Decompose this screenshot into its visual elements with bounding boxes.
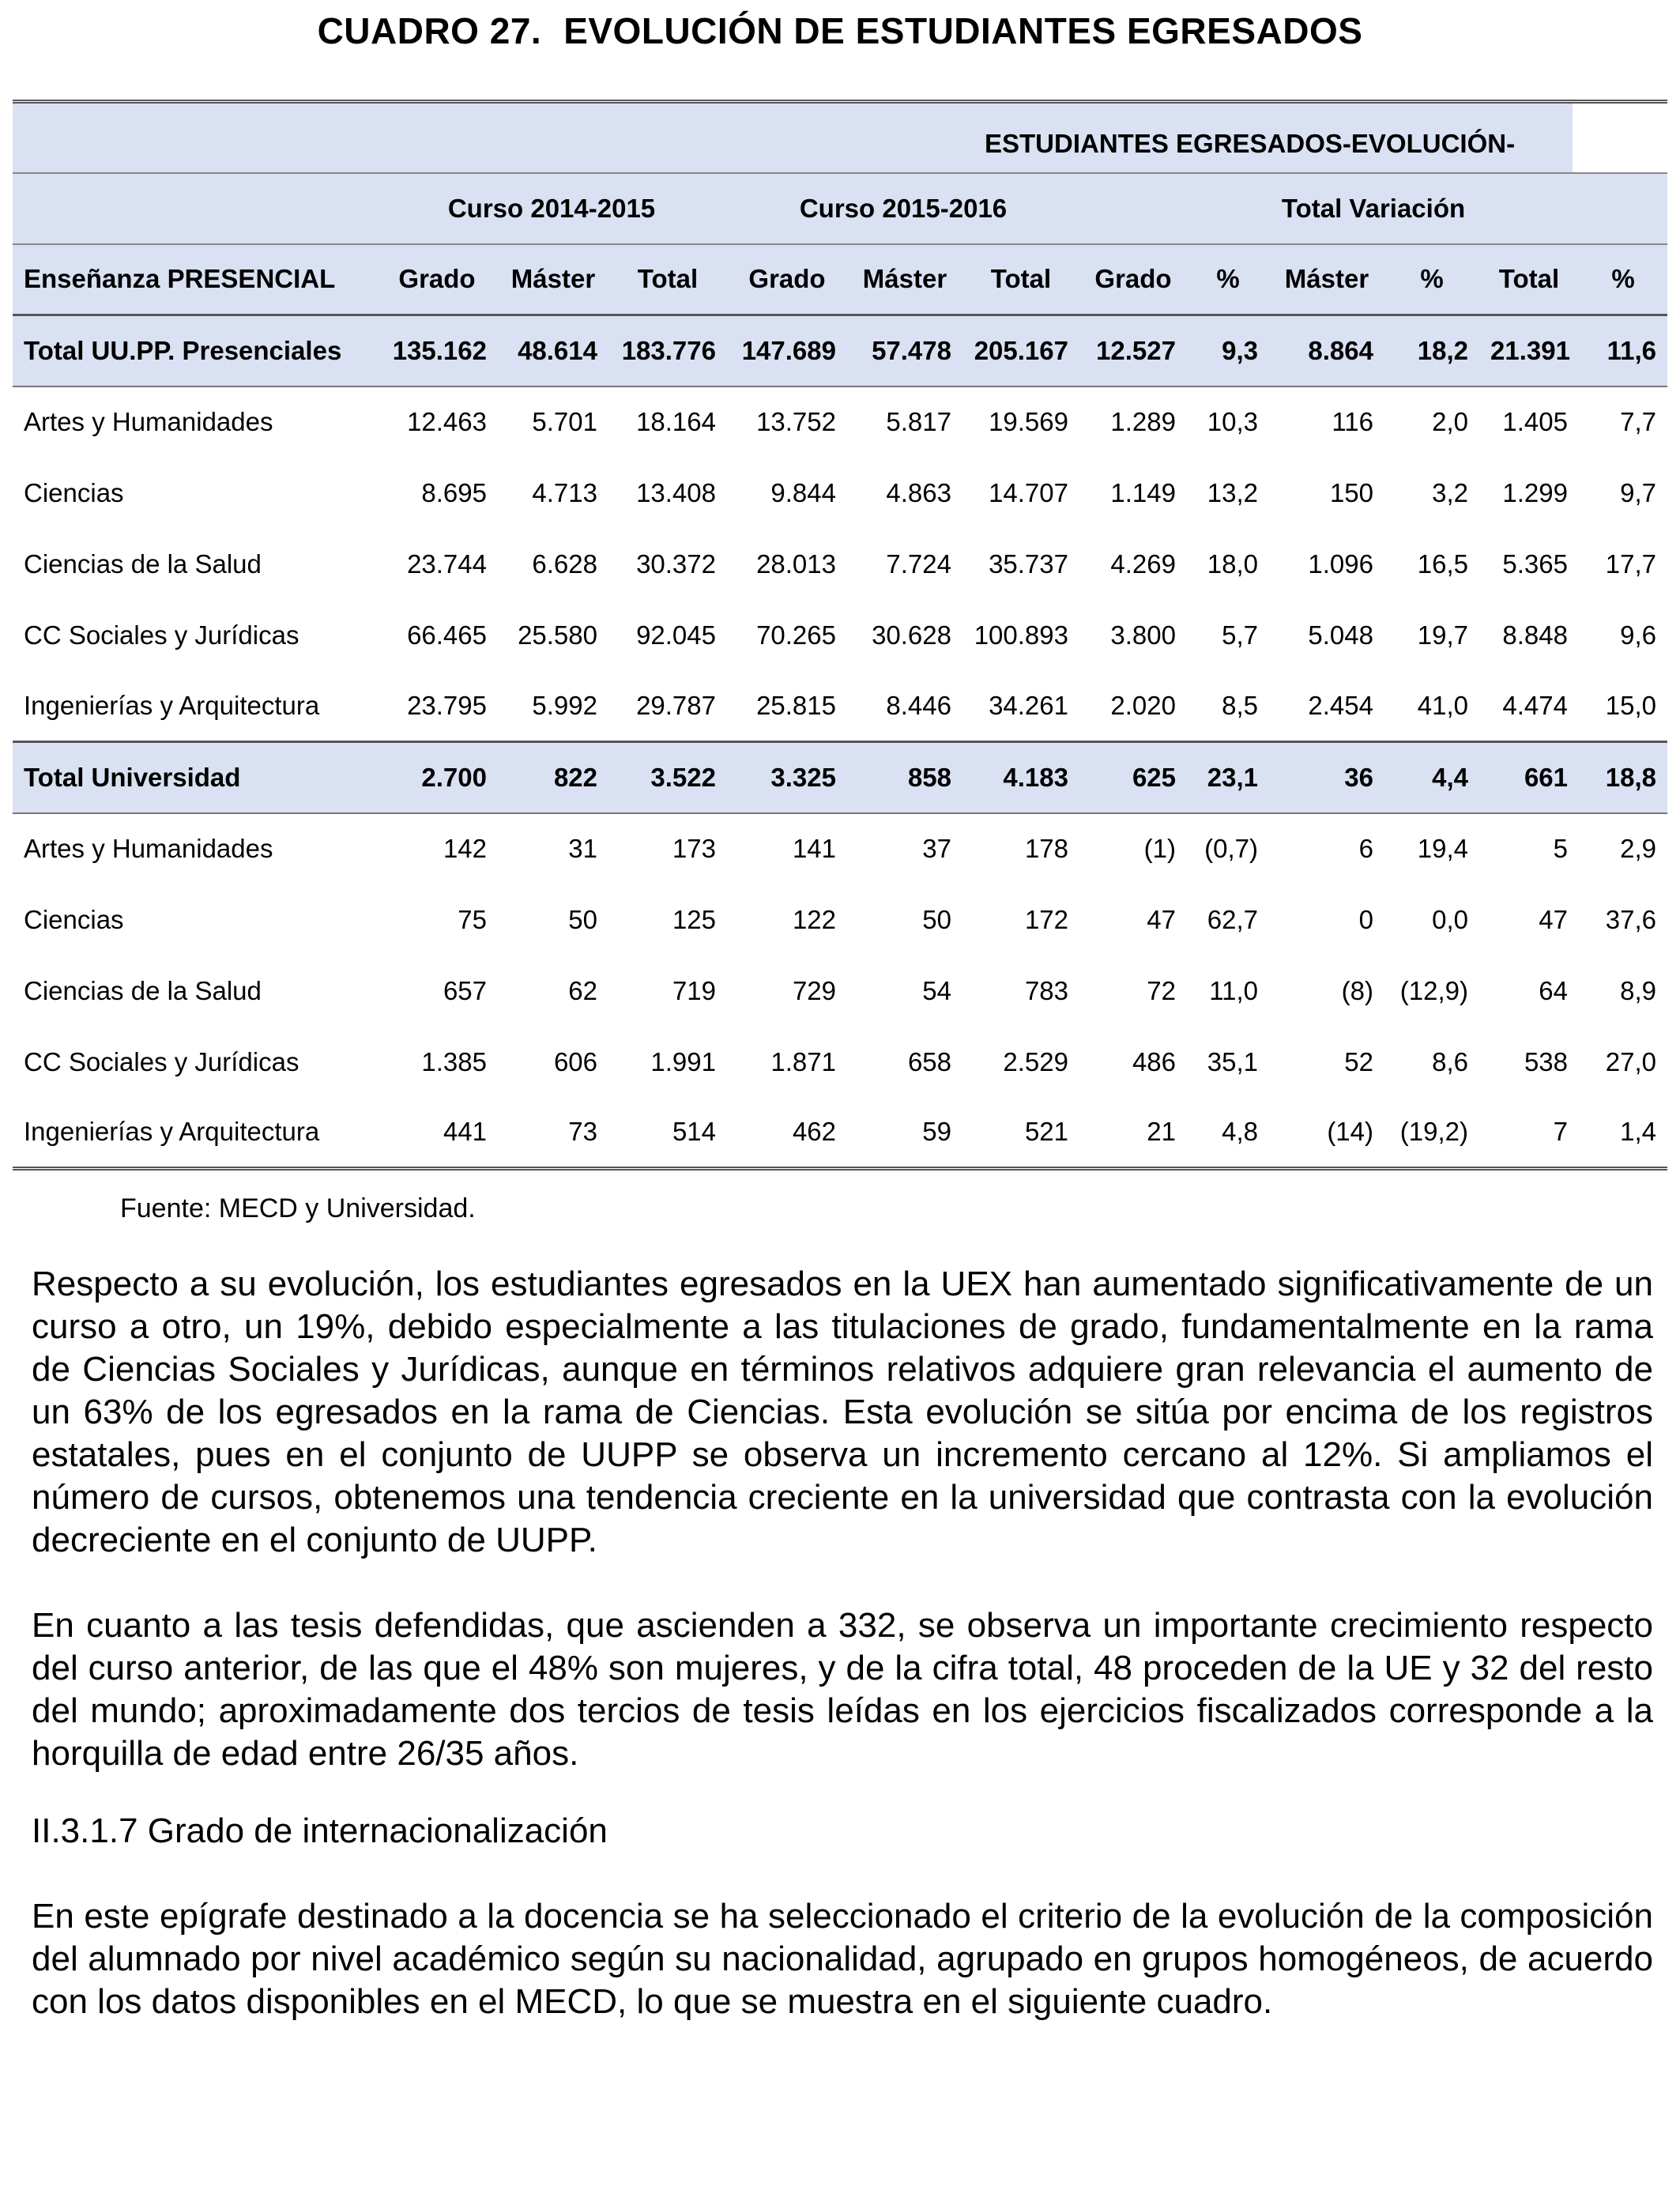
table-row [13, 529, 1667, 600]
cell: 37,6 [1605, 904, 1657, 934]
column-header: % [1611, 264, 1635, 294]
cell: 12.527 [1096, 335, 1176, 365]
cell: 70.265 [756, 620, 836, 650]
cell: 13.408 [636, 477, 716, 507]
cell: 1.405 [1502, 407, 1568, 436]
paragraph-evolution: Respecto a su evolución, los estudiantes egresados en la UEX han aumentado significativamente de un curso a otro, un 19%, debido especialmente a las titulaciones de grado, fundamentalmente en la rama de Ciencias Sociales y Jurídicas, aunque en términos relativos adquiere gran relevancia el aumento de un 63% de los egresados en la rama de Ciencias. Esta evolución se sitúa por encima de los registros estatales, pues en el conjunto de UUPP se observa un incremento cercano al 12%. Si ampliamos el número de cursos, obtenemos una tendencia creciente en la universidad que contrasta con la evolución decreciente en el conjunto de UUPP. [32, 1265, 1653, 1559]
cell: 822 [553, 762, 597, 792]
cell: 73 [568, 1117, 597, 1147]
column-header: Máster [1284, 264, 1369, 294]
cell: 625 [1132, 762, 1176, 792]
cell: 0 [1358, 904, 1373, 934]
cell: 15,0 [1605, 690, 1657, 720]
cell: 7.724 [886, 548, 951, 579]
cell: 12.463 [407, 407, 487, 436]
cell: 8.864 [1308, 335, 1373, 365]
cell: 54 [922, 975, 951, 1005]
cell: 1.096 [1308, 548, 1373, 579]
cell: 183.776 [621, 335, 716, 365]
row-label: Artes y Humanidades [24, 834, 273, 863]
table-row [13, 671, 1667, 742]
cell: 35,1 [1207, 1046, 1258, 1076]
table-row [13, 1027, 1667, 1098]
column-header: Total [990, 264, 1052, 294]
row-label: CC Sociales y Jurídicas [24, 1046, 299, 1076]
cell: (0,7) [1204, 834, 1258, 863]
table-row [13, 458, 1667, 529]
cell: 19.569 [989, 407, 1068, 436]
cell: 5 [1553, 834, 1568, 863]
cell: 8.446 [886, 690, 951, 720]
cell: 75 [458, 904, 487, 934]
cell: 1.991 [650, 1046, 716, 1076]
cell: 486 [1132, 1046, 1176, 1076]
table-number: CUADRO 27. [317, 10, 542, 51]
row-label: Total Universidad [24, 762, 241, 792]
cell: 172 [1024, 904, 1068, 934]
cell: 30.628 [872, 620, 951, 650]
cell: 5.817 [886, 407, 951, 436]
cell: 6 [1358, 834, 1373, 863]
cell: (19,2) [1399, 1117, 1468, 1147]
cell: 3,2 [1432, 477, 1468, 507]
cell: 0,0 [1432, 904, 1468, 934]
cell: 28.013 [756, 548, 836, 579]
column-header: Máster [510, 264, 596, 294]
cell: 25.580 [518, 620, 597, 650]
cell: 47 [1539, 904, 1568, 934]
row-label: Ingenierías y Arquitectura [24, 690, 320, 720]
cell: 37 [922, 834, 951, 863]
column-header: Grado [398, 264, 476, 294]
cell: 41,0 [1417, 690, 1468, 720]
cell: 62 [568, 975, 597, 1005]
cell: 23,1 [1207, 762, 1258, 792]
cell: 122 [792, 904, 836, 934]
cell: 150 [1329, 477, 1373, 507]
cell: 729 [792, 975, 836, 1005]
cell: 13,2 [1207, 477, 1258, 507]
cell: 2.454 [1308, 690, 1373, 720]
total-uupp-row [13, 315, 1667, 386]
cell: 147.689 [741, 335, 836, 365]
cell: 23.795 [407, 690, 487, 720]
cell: 10,3 [1207, 407, 1258, 436]
table-row [13, 884, 1667, 956]
cell: 35.737 [989, 548, 1068, 579]
table-row [13, 386, 1667, 458]
total-univ-row [13, 742, 1667, 813]
cell: 141 [792, 834, 836, 863]
cell: 9,6 [1620, 620, 1657, 650]
row-label: CC Sociales y Jurídicas [24, 620, 299, 650]
cell: 19,4 [1417, 834, 1468, 863]
table-row [13, 600, 1667, 671]
cell: 5,7 [1222, 620, 1258, 650]
row-label: Ciencias de la Salud [24, 548, 262, 579]
cell: 11,6 [1607, 335, 1657, 365]
column-header: Total [637, 264, 699, 294]
cell: 72 [1147, 975, 1176, 1005]
cell: 100.893 [974, 620, 1068, 650]
paragraph-internationalization: En este epígrafe destinado a la docencia se ha seleccionado el criterio de la evolución de la composición del alumnado por nivel académico según su nacionalidad, agrupado en grupos homogéneos, de acuerdo con los datos disponibles en el MECD, lo que se muestra en el siguiente cuadro. [32, 1897, 1653, 2021]
cell: 21.391 [1490, 335, 1570, 365]
cell: 514 [672, 1117, 716, 1147]
cell: 18,0 [1207, 548, 1258, 579]
cell: 4,4 [1432, 762, 1468, 792]
cell: 2,9 [1620, 834, 1657, 863]
cell: 66.465 [407, 620, 487, 650]
cell: (8) [1341, 975, 1373, 1005]
cell: 1,4 [1620, 1117, 1657, 1147]
cell: 21 [1147, 1117, 1176, 1147]
row-label: Ciencias de la Salud [24, 975, 262, 1005]
column-header: Total [1498, 264, 1560, 294]
paragraph-theses: En cuanto a las tesis defendidas, que ascienden a 332, se observa un importante crecimiento respecto del curso anterior, de las que el 48% son mujeres, y de la cifra total, 48 proceden de la UE y 32 del resto del mundo; aproximadamente dos tercios de tesis leídas en los ejercicios fiscalizados corresponde a la horquilla de edad entre 26/35 años. [32, 1606, 1653, 1773]
cell: 1.871 [770, 1046, 836, 1076]
table-row [13, 956, 1667, 1027]
cell: 4.183 [1003, 762, 1068, 792]
cell: 52 [1344, 1046, 1373, 1076]
cell: 125 [672, 904, 716, 934]
cell: 5.992 [532, 690, 597, 720]
column-header: % [1216, 264, 1240, 294]
column-header-row [13, 244, 1667, 315]
cell: 9.844 [770, 477, 836, 507]
graduates-table [13, 100, 1667, 1171]
column-header: Grado [748, 264, 826, 294]
cell: 5.048 [1308, 620, 1373, 650]
cell: 9,3 [1222, 335, 1258, 365]
cell: 462 [792, 1117, 836, 1147]
cell: 50 [922, 904, 951, 934]
cell: (1) [1143, 834, 1176, 863]
cell: 2,0 [1432, 407, 1468, 436]
cell: 8.848 [1502, 620, 1568, 650]
cell: 11,0 [1209, 975, 1258, 1005]
column-header: % [1420, 264, 1444, 294]
cell: 8,6 [1432, 1046, 1468, 1076]
cell: 47 [1147, 904, 1176, 934]
cell: 4.269 [1110, 548, 1176, 579]
cell: 57.478 [872, 335, 951, 365]
row-label: Ingenierías y Arquitectura [24, 1117, 320, 1147]
cell: 13.752 [756, 407, 836, 436]
cell: 31 [568, 834, 597, 863]
cell: 29.787 [636, 690, 716, 720]
cell: 25.815 [756, 690, 836, 720]
column-header: Máster [862, 264, 947, 294]
cell: 18,8 [1605, 762, 1657, 792]
cell: 64 [1539, 975, 1568, 1005]
cell: 30.372 [636, 548, 716, 579]
section-heading: II.3.1.7 Grado de internacionalización [32, 1811, 608, 1850]
row-label: Ciencias [24, 477, 124, 507]
cell: 178 [1024, 834, 1068, 863]
cell: 783 [1024, 975, 1068, 1005]
cell: 5.365 [1502, 548, 1568, 579]
cell: 719 [672, 975, 716, 1005]
cell: 2.529 [1003, 1046, 1068, 1076]
cell: 135.162 [392, 335, 487, 365]
cell: 6.628 [532, 548, 597, 579]
cell: 17,7 [1605, 548, 1657, 579]
cell: 1.289 [1110, 407, 1176, 436]
cell: 48.614 [518, 335, 597, 365]
cell: 18,2 [1417, 335, 1468, 365]
cell: 9,7 [1620, 477, 1657, 507]
cell: 34.261 [989, 690, 1068, 720]
cell: 4.474 [1502, 690, 1568, 720]
cell: 1.299 [1502, 477, 1568, 507]
cell: 59 [922, 1117, 951, 1147]
cell: 3.522 [650, 762, 716, 792]
cell: 521 [1024, 1117, 1068, 1147]
cell: 7,7 [1620, 407, 1657, 436]
row-label: Total UU.PP. Presenciales [24, 335, 342, 365]
cell: 2.020 [1110, 690, 1176, 720]
cell: 50 [568, 904, 597, 934]
super-header: ESTUDIANTES EGRESADOS-EVOLUCIÓN- [985, 129, 1516, 159]
cell: (14) [1327, 1117, 1373, 1147]
cell: 14.707 [989, 477, 1068, 507]
cell: 3.325 [770, 762, 836, 792]
cell: 16,5 [1417, 548, 1468, 579]
cell: 62,7 [1207, 904, 1258, 934]
cell: 3.800 [1110, 620, 1176, 650]
table-title [0, 9, 1680, 52]
cell: 8.695 [421, 477, 487, 507]
cell: 92.045 [636, 620, 716, 650]
group-header-2015: Curso 2015-2016 [799, 193, 1008, 223]
cell: 606 [553, 1046, 597, 1076]
table-title-text: EVOLUCIÓN DE ESTUDIANTES EGRESADOS [563, 10, 1363, 51]
column-header: Grado [1094, 264, 1172, 294]
super-header-row [13, 102, 1667, 173]
row-label: Artes y Humanidades [24, 407, 273, 436]
cell: 116 [1332, 407, 1373, 436]
table-row [13, 1098, 1667, 1169]
cell: 205.167 [974, 335, 1068, 365]
cell: 7 [1553, 1117, 1568, 1147]
table-row [13, 813, 1667, 884]
cell: 538 [1524, 1046, 1568, 1076]
cell: 27,0 [1605, 1046, 1657, 1076]
cell: 1.385 [421, 1046, 487, 1076]
cell: 4.863 [886, 477, 951, 507]
cell: 4,8 [1222, 1117, 1258, 1147]
cell: 173 [672, 834, 716, 863]
cell: 2.700 [421, 762, 487, 792]
cell: 858 [907, 762, 951, 792]
cell: 18.164 [636, 407, 716, 436]
cell: 657 [443, 975, 487, 1005]
cell: 19,7 [1417, 620, 1468, 650]
cell: 8,5 [1222, 690, 1258, 720]
group-header-variation: Total Variación [1281, 193, 1466, 223]
cell: 661 [1524, 762, 1568, 792]
row-label: Ciencias [24, 904, 124, 934]
cell: 4.713 [532, 477, 597, 507]
cell: 441 [443, 1117, 487, 1147]
cell: 142 [443, 834, 487, 863]
cell: 658 [907, 1046, 951, 1076]
column-header: Enseñanza PRESENCIAL [24, 264, 336, 294]
cell: 36 [1344, 762, 1373, 792]
group-header-2014: Curso 2014-2015 [447, 193, 656, 223]
cell: (12,9) [1399, 975, 1468, 1005]
group-header-row [13, 173, 1667, 244]
cell: 23.744 [407, 548, 487, 579]
source-note: Fuente: MECD y Universidad. [120, 1193, 476, 1223]
cell: 8,9 [1620, 975, 1657, 1005]
cell: 5.701 [532, 407, 597, 436]
cell: 1.149 [1110, 477, 1176, 507]
